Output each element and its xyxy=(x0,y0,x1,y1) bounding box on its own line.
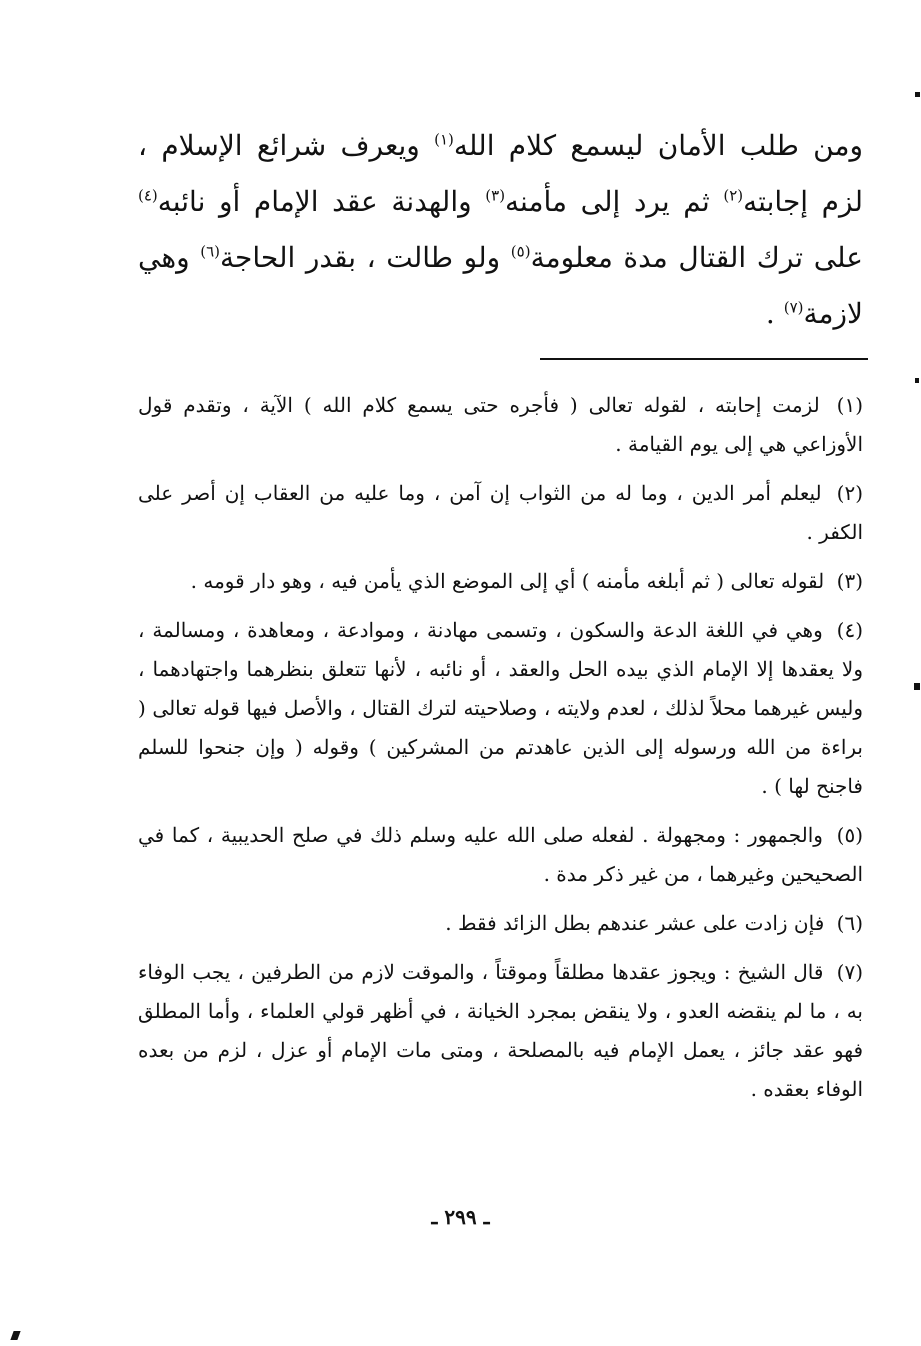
main-segment: والهدنة عقد الإمام أو نائبه xyxy=(157,185,486,218)
footnote-text: ليعلم أمر الدين ، وما له من الثواب إن آمن ، وما عليه من العقاب إن أصر على الكفر . xyxy=(138,481,863,544)
footnote-ref[interactable]: (٣) xyxy=(485,186,506,205)
main-segment: ومن طلب الأمان ليسمع كلام الله xyxy=(453,129,863,162)
footnote-1 xyxy=(138,386,863,464)
footnote-ref[interactable]: (١) xyxy=(434,130,454,149)
footnote-7 xyxy=(138,953,863,1109)
footnote-3 xyxy=(138,562,863,601)
main-segment: وهي لازمة xyxy=(138,241,863,330)
footnote-text: لقوله تعالى ( ثم أبلغه مأمنه ) أي إلى الموضع الذي يأمن فيه ، وهو دار قومه . xyxy=(190,569,825,593)
footnote-ref[interactable]: (٦) xyxy=(200,242,221,261)
scan-edge-mark xyxy=(914,683,920,690)
footnote-text: فإن زادت على عشر عندهم بطل الزائد فقط . xyxy=(445,911,825,935)
footnote-ref[interactable]: (٤) xyxy=(138,186,158,205)
scan-edge-mark xyxy=(10,1331,20,1340)
footnote-5 xyxy=(138,816,863,894)
footnote-text: لزمت إحابته ، لقوله تعالى ( فأجره حتى يسمع كلام الله ) الآية ، وتقدم قول الأوزاعي هي إلى يوم القيامة . xyxy=(138,393,863,456)
main-segment: ولو طالت ، بقدر الحاجة xyxy=(220,241,511,274)
scan-edge-mark xyxy=(915,378,919,383)
footnote-6 xyxy=(138,904,863,943)
footnote-number: (٧) xyxy=(836,960,864,984)
main-segment: ثم يرد إلى مأمنه xyxy=(505,185,724,218)
footnote-ref[interactable]: (٥) xyxy=(510,242,531,261)
footnote-text: وهي في اللغة الدعة والسكون ، وتسمى مهادنة ، وموادعة ، ومعاهدة ، ومسالمة ، ولا يعقدها إلا الإمام الذي بيده الحل والعقد ، أو نائبه ، لأنها تتعلق بنظرهما واجتهادهما ، وليس غيرهما محلاً لذلك ، لعدم ولايته ، وصلاحيته لترك القتال ، والأصل فيها قوله تعالى ( براءة من الله ورسوله إلى الذين عاهدتم من المشركين ) وقوله ( وإن جنحوا للسلم فاجنح لها ) . xyxy=(138,618,863,798)
main-text xyxy=(138,118,863,342)
footnote-ref[interactable]: (٧) xyxy=(783,298,804,317)
footnote-number: (٦) xyxy=(836,911,863,935)
main-paragraph xyxy=(138,118,863,342)
scan-edge-mark xyxy=(915,92,920,97)
footnotes xyxy=(138,386,863,1119)
footnote-number: (١) xyxy=(836,393,863,417)
footnote-divider xyxy=(540,358,868,360)
footnote-2 xyxy=(138,474,863,552)
footnote-text: والجمهور : ومجهولة . لفعله صلى الله عليه وسلم ذلك في صلح الحديبية ، كما في الصحيحين وغيرهما ، من غير ذكر مدة . xyxy=(138,823,863,886)
footnote-number: (٥) xyxy=(836,823,864,847)
footnote-number: (٣) xyxy=(836,569,863,593)
footnote-ref[interactable]: (٢) xyxy=(723,186,744,205)
page-number: ـ ٢٩٩ ـ xyxy=(431,1205,490,1229)
footnote-number: (٢) xyxy=(836,481,863,505)
footnote-text: قال الشيخ : ويجوز عقدها مطلقاً وموقتاً ، والموقت لازم من الطرفين ، يجب الوفاء به ، ما لم ينقضه العدو ، ولا ينقض بمجرد الخيانة ، في أظهر قولي العلماء ، وأما المطلق فهو عقد جائز ، يعمل الإمام فيه بالمصلحة ، ومتى مات الإمام أو عزل ، لزم من بعده الوفاء بعقده . xyxy=(138,960,864,1101)
footnote-4 xyxy=(138,611,863,806)
footnote-number: (٤) xyxy=(836,618,864,642)
main-segment: على ترك القتال مدة معلومة xyxy=(530,241,864,274)
main-segment: ويعرف شرائع الإسلام ، لزم إجابته xyxy=(138,129,863,218)
main-end: . xyxy=(765,297,784,330)
